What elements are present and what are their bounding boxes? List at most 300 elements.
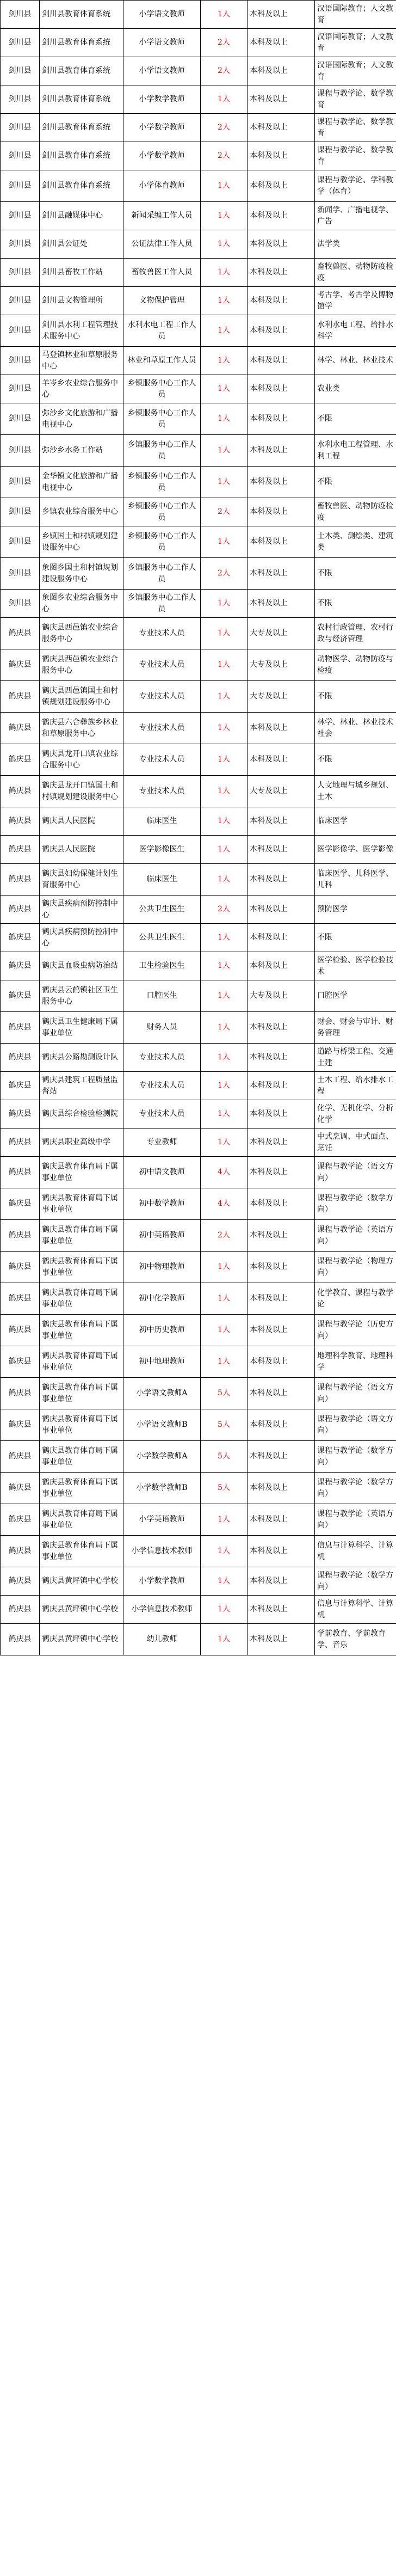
major-cell: 课程与教学论（语文方向） [315,1409,396,1441]
education-cell: 本科及以上 [247,1283,315,1315]
county-cell: 剑川县 [1,29,40,57]
quota-cell: 1人 [201,618,247,649]
unit-cell: 鹤庆县疾病预防控制中心 [40,896,123,924]
unit-cell: 剑川县教育体育系统 [40,142,123,170]
quota-cell: 1人 [201,864,247,896]
county-cell: 剑川县 [1,287,40,315]
county-cell: 鹤庆县 [1,1128,40,1157]
education-cell: 本科及以上 [247,170,315,202]
major-cell: 口腔医学 [315,980,396,1012]
position-cell: 初中地理教师 [123,1346,201,1378]
major-cell: 不限 [315,924,396,952]
education-cell: 本科及以上 [247,403,315,435]
education-cell: 本科及以上 [247,230,315,259]
county-cell: 鹤庆县 [1,1157,40,1188]
table-row [1,1624,396,1655]
unit-cell: 鹤庆县教育体育局下属事业单位 [40,1157,123,1188]
county-cell: 鹤庆县 [1,681,40,713]
education-cell: 本科及以上 [247,713,315,744]
major-cell: 不限 [315,744,396,776]
county-cell: 剑川县 [1,590,40,618]
major-cell: 医学检验、医学检验技术 [315,952,396,980]
education-cell: 本科及以上 [247,287,315,315]
table-row [1,1473,396,1504]
quota-cell: 1人 [201,649,247,681]
quota-cell: 5人 [201,1378,247,1409]
table-row [1,1409,396,1441]
quota-cell: 1人 [201,287,247,315]
education-cell: 大专及以上 [247,649,315,681]
education-cell: 本科及以上 [247,142,315,170]
quota-cell: 5人 [201,1441,247,1473]
county-cell: 鹤庆县 [1,744,40,776]
education-cell: 本科及以上 [247,526,315,558]
education-cell: 本科及以上 [247,1,315,29]
table-row [1,142,396,170]
position-cell: 初中历史教师 [123,1315,201,1346]
education-cell: 大专及以上 [247,980,315,1012]
unit-cell: 乡镇国土和村镇规划建设服务中心 [40,526,123,558]
county-cell: 鹤庆县 [1,1624,40,1655]
county-cell: 鹤庆县 [1,1315,40,1346]
position-cell: 初中语文教师 [123,1157,201,1188]
position-cell: 专业技术人员 [123,744,201,776]
major-cell: 学前教育、学前教育学、音乐 [315,1624,396,1655]
county-cell: 鹤庆县 [1,1441,40,1473]
table-row [1,287,396,315]
unit-cell: 剑川县公证处 [40,230,123,259]
table-row [1,1128,396,1157]
major-cell: 课程与教学论（物理方向） [315,1252,396,1283]
county-cell: 剑川县 [1,114,40,142]
quota-cell: 1人 [201,202,247,230]
position-cell: 林业和草原工作人员 [123,347,201,375]
table-row [1,980,396,1012]
unit-cell: 鹤庆县云鹤镇社区卫生服务中心 [40,980,123,1012]
position-cell: 专业技术人员 [123,713,201,744]
unit-cell: 鹤庆县龙开口镇国土和村镇规划建设服务中心 [40,776,123,807]
position-cell: 小学语文教师A [123,1378,201,1409]
quota-cell: 1人 [201,1100,247,1128]
position-cell: 小学数学教师 [123,142,201,170]
position-cell: 小学数学教师 [123,114,201,142]
county-cell: 剑川县 [1,558,40,590]
quota-cell: 1人 [201,980,247,1012]
quota-cell: 1人 [201,1504,247,1536]
county-cell: 剑川县 [1,57,40,85]
education-cell: 本科及以上 [247,467,315,498]
major-cell: 畜牧兽医、动物防疫检疫 [315,259,396,287]
table-row [1,29,396,57]
county-cell: 剑川县 [1,202,40,230]
position-cell: 财务人员 [123,1012,201,1044]
education-cell: 本科及以上 [247,1473,315,1504]
unit-cell: 鹤庆县疾病预防控制中心 [40,924,123,952]
unit-cell: 鹤庆县教育体育局下属事业单位 [40,1504,123,1536]
unit-cell: 鹤庆县龙开口镇农业综合服务中心 [40,744,123,776]
major-cell: 课程与教学论（数学方向） [315,1567,396,1596]
table-row [1,57,396,85]
position-cell: 乡镇服务中心工作人员 [123,375,201,403]
unit-cell: 剑川县融媒体中心 [40,202,123,230]
major-cell: 汉语国际教育；人文教育 [315,57,396,85]
education-cell: 本科及以上 [247,744,315,776]
unit-cell: 剑川县畜牧工作站 [40,259,123,287]
table-row [1,1188,396,1220]
major-cell: 不限 [315,467,396,498]
education-cell: 大专及以上 [247,681,315,713]
major-cell: 课程与教学论（数学方向） [315,1441,396,1473]
table-row [1,1252,396,1283]
quota-cell: 1人 [201,1315,247,1346]
major-cell: 临床医学、儿科医学、儿科 [315,864,396,896]
table-row [1,467,396,498]
education-cell: 本科及以上 [247,836,315,864]
education-cell: 本科及以上 [247,558,315,590]
major-cell: 法学类 [315,230,396,259]
position-cell: 小学语文教师 [123,57,201,85]
unit-cell: 鹤庆县西邑镇国土和村镇规划建设服务中心 [40,681,123,713]
education-cell: 本科及以上 [247,1044,315,1072]
quota-cell: 1人 [201,1012,247,1044]
table-row [1,776,396,807]
unit-cell: 马登镇林业和草原服务中心 [40,347,123,375]
unit-cell: 羊岑乡农业综合服务中心 [40,375,123,403]
table-row [1,375,396,403]
position-cell: 专业技术人员 [123,776,201,807]
county-cell: 鹤庆县 [1,1409,40,1441]
quota-cell: 2人 [201,142,247,170]
position-cell: 小学数学教师A [123,1441,201,1473]
major-cell: 课程与教学论（历史方向） [315,1315,396,1346]
unit-cell: 鹤庆县教育体育局下属事业单位 [40,1441,123,1473]
position-cell: 公共卫生医生 [123,924,201,952]
position-cell: 公证法律工作人员 [123,230,201,259]
quota-cell: 2人 [201,558,247,590]
table-row [1,526,396,558]
education-cell: 本科及以上 [247,114,315,142]
unit-cell: 鹤庆县综合检验检测院 [40,1100,123,1128]
county-cell: 剑川县 [1,85,40,114]
education-cell: 本科及以上 [247,1596,315,1624]
table-row [1,558,396,590]
county-cell: 剑川县 [1,1,40,29]
unit-cell: 剑川县教育体育系统 [40,114,123,142]
education-cell: 本科及以上 [247,259,315,287]
major-cell: 财会、财会与审计、财务管理 [315,1012,396,1044]
unit-cell: 象图乡国土和村镇规划建设服务中心 [40,558,123,590]
quota-cell: 1人 [201,807,247,836]
table-row [1,744,396,776]
unit-cell: 鹤庆县教育体育局下属事业单位 [40,1283,123,1315]
quota-cell: 1人 [201,1596,247,1624]
table-row [1,1157,396,1188]
quota-cell: 5人 [201,1409,247,1441]
education-cell: 本科及以上 [247,807,315,836]
unit-cell: 弥沙乡水务工作站 [40,435,123,467]
education-cell: 本科及以上 [247,1441,315,1473]
education-cell: 本科及以上 [247,1072,315,1100]
county-cell: 鹤庆县 [1,952,40,980]
education-cell: 本科及以上 [247,57,315,85]
unit-cell: 象图乡农业综合服务中心 [40,590,123,618]
county-cell: 鹤庆县 [1,807,40,836]
position-cell: 新闻采编工作人员 [123,202,201,230]
table-row [1,590,396,618]
table-row [1,618,396,649]
major-cell: 人文地理与城乡规划、土木 [315,776,396,807]
position-cell: 专业教师 [123,1128,201,1157]
education-cell: 本科及以上 [247,1188,315,1220]
unit-cell: 剑川县教育体育系统 [40,29,123,57]
major-cell: 水利水电工程、给排水科学 [315,315,396,347]
unit-cell: 鹤庆县黄坪镇中心学校 [40,1567,123,1596]
position-cell: 专业技术人员 [123,1044,201,1072]
education-cell: 本科及以上 [247,435,315,467]
position-cell: 乡镇服务中心工作人员 [123,498,201,526]
education-cell: 本科及以上 [247,924,315,952]
quota-cell: 1人 [201,1252,247,1283]
county-cell: 鹤庆县 [1,1283,40,1315]
county-cell: 鹤庆县 [1,1100,40,1128]
table-row [1,1072,396,1100]
major-cell: 化学、无机化学、分析化学 [315,1100,396,1128]
unit-cell: 乡镇农业综合服务中心 [40,498,123,526]
position-cell: 乡镇服务中心工作人员 [123,526,201,558]
unit-cell: 鹤庆县教育体育局下属事业单位 [40,1409,123,1441]
education-cell: 本科及以上 [247,498,315,526]
position-cell: 小学体育教师 [123,170,201,202]
table-row [1,896,396,924]
unit-cell: 鹤庆县公路勘测设计队 [40,1044,123,1072]
major-cell: 预防医学 [315,896,396,924]
position-cell: 小学语文教师B [123,1409,201,1441]
quota-cell: 1人 [201,1072,247,1100]
unit-cell: 鹤庆县黄坪镇中心学校 [40,1624,123,1655]
table-row [1,924,396,952]
position-cell: 畜牧兽医工作人员 [123,259,201,287]
county-cell: 剑川县 [1,315,40,347]
table-row [1,864,396,896]
position-cell: 小学语文教师 [123,1,201,29]
position-cell: 临床医生 [123,864,201,896]
major-cell: 地理科学教育、地理科学 [315,1346,396,1378]
position-cell: 初中化学教师 [123,1283,201,1315]
education-cell: 本科及以上 [247,1252,315,1283]
education-cell: 本科及以上 [247,1409,315,1441]
unit-cell: 弥沙乡文化旅游和广播电视中心 [40,403,123,435]
county-cell: 剑川县 [1,526,40,558]
education-cell: 本科及以上 [247,375,315,403]
unit-cell: 鹤庆县教育体育局下属事业单位 [40,1188,123,1220]
quota-cell: 1人 [201,259,247,287]
county-cell: 鹤庆县 [1,1188,40,1220]
education-cell: 本科及以上 [247,952,315,980]
major-cell: 课程与教学论（英语方向） [315,1220,396,1252]
position-cell: 水利水电工程工作人员 [123,315,201,347]
position-cell: 临床医生 [123,807,201,836]
position-cell: 医学影像医生 [123,836,201,864]
county-cell: 鹤庆县 [1,1567,40,1596]
position-cell: 卫生检验医生 [123,952,201,980]
table-row [1,1315,396,1346]
major-cell: 临床医学 [315,807,396,836]
county-cell: 鹤庆县 [1,924,40,952]
table-row [1,1346,396,1378]
county-cell: 剑川县 [1,259,40,287]
unit-cell: 鹤庆县教育体育局下属事业单位 [40,1220,123,1252]
quota-cell: 1人 [201,590,247,618]
education-cell: 本科及以上 [247,1157,315,1188]
county-cell: 鹤庆县 [1,864,40,896]
education-cell: 本科及以上 [247,590,315,618]
position-cell: 文物保护管理 [123,287,201,315]
major-cell: 新闻学、广播电视学、广告 [315,202,396,230]
major-cell: 土木类、测绘类、建筑类 [315,526,396,558]
major-cell: 不限 [315,403,396,435]
education-cell: 本科及以上 [247,85,315,114]
quota-cell: 1人 [201,924,247,952]
major-cell: 中式烹调、中式面点、烹饪 [315,1128,396,1157]
county-cell: 鹤庆县 [1,1346,40,1378]
county-cell: 剑川县 [1,403,40,435]
education-cell: 大专及以上 [247,776,315,807]
major-cell: 土木工程、给水排水工程 [315,1072,396,1100]
major-cell: 水利水电工程管理、水利工程 [315,435,396,467]
unit-cell: 鹤庆县卫生健康局下属事业单位 [40,1012,123,1044]
position-cell: 小学英语教师 [123,1504,201,1536]
major-cell: 课程与教学论、数学教育 [315,142,396,170]
major-cell: 汉语国际教育；人文教育 [315,1,396,29]
position-cell: 专业技术人员 [123,1072,201,1100]
table-row [1,230,396,259]
major-cell: 农村行政管理、农村行政与经济管理 [315,618,396,649]
education-cell: 本科及以上 [247,1220,315,1252]
education-cell: 本科及以上 [247,864,315,896]
education-cell: 本科及以上 [247,202,315,230]
position-cell: 专业技术人员 [123,1100,201,1128]
position-cell: 初中英语教师 [123,1220,201,1252]
county-cell: 鹤庆县 [1,1473,40,1504]
major-cell: 不限 [315,558,396,590]
position-cell: 小学信息技术教师 [123,1596,201,1624]
county-cell: 鹤庆县 [1,1378,40,1409]
major-cell: 课程与教学论（数学方向） [315,1473,396,1504]
county-cell: 鹤庆县 [1,1596,40,1624]
position-cell: 初中数学教师 [123,1188,201,1220]
table-row [1,114,396,142]
table-row [1,807,396,836]
county-cell: 剑川县 [1,347,40,375]
table-row [1,259,396,287]
quota-cell: 2人 [201,114,247,142]
education-cell: 本科及以上 [247,347,315,375]
county-cell: 剑川县 [1,467,40,498]
quota-cell: 2人 [201,896,247,924]
table-row [1,498,396,526]
unit-cell: 鹤庆县妇幼保健计划生育服务中心 [40,864,123,896]
table-row [1,1536,396,1567]
unit-cell: 鹤庆县血吸虫病防治站 [40,952,123,980]
major-cell: 课程与教学论（英语方向） [315,1504,396,1536]
table-row [1,1012,396,1044]
major-cell: 课程与教学论、学科教学（体育） [315,170,396,202]
unit-cell: 鹤庆县教育体育局下属事业单位 [40,1252,123,1283]
county-cell: 鹤庆县 [1,1012,40,1044]
table-row [1,681,396,713]
table-row [1,836,396,864]
county-cell: 鹤庆县 [1,1220,40,1252]
major-cell: 农业类 [315,375,396,403]
unit-cell: 鹤庆县西邑镇农业综合服务中心 [40,649,123,681]
major-cell: 医学影像学、医学影像 [315,836,396,864]
quota-cell: 2人 [201,29,247,57]
position-cell: 专业技术人员 [123,681,201,713]
unit-cell: 鹤庆县黄坪镇中心学校 [40,1596,123,1624]
table-row [1,713,396,744]
education-cell: 本科及以上 [247,1567,315,1596]
major-cell: 考古学、考古学及博物馆学 [315,287,396,315]
position-cell: 乡镇服务中心工作人员 [123,403,201,435]
county-cell: 鹤庆县 [1,1252,40,1283]
quota-cell: 1人 [201,403,247,435]
quota-cell: 1人 [201,952,247,980]
table-row [1,170,396,202]
table-row [1,952,396,980]
position-cell: 专业技术人员 [123,649,201,681]
position-cell: 小学信息技术教师 [123,1536,201,1567]
quota-cell: 4人 [201,1157,247,1188]
major-cell: 信息与计算科学、计算机 [315,1596,396,1624]
quota-cell: 5人 [201,1473,247,1504]
major-cell: 课程与教学论（数学方向） [315,1188,396,1220]
position-cell: 小学语文教师 [123,29,201,57]
quota-cell: 1人 [201,1128,247,1157]
major-cell: 课程与教学论（语文方向） [315,1378,396,1409]
quota-cell: 1人 [201,467,247,498]
table-row [1,1283,396,1315]
education-cell: 本科及以上 [247,1346,315,1378]
unit-cell: 剑川县教育体育系统 [40,170,123,202]
county-cell: 剑川县 [1,435,40,467]
position-cell: 乡镇服务中心工作人员 [123,467,201,498]
education-cell: 本科及以上 [247,1504,315,1536]
quota-cell: 1人 [201,776,247,807]
quota-cell: 1人 [201,1044,247,1072]
county-cell: 鹤庆县 [1,713,40,744]
position-cell: 公共卫生医生 [123,896,201,924]
table-row [1,1378,396,1409]
education-cell: 大专及以上 [247,618,315,649]
table-row [1,403,396,435]
quota-cell: 1人 [201,1567,247,1596]
major-cell: 动物医学、动物防疫与检疫 [315,649,396,681]
quota-cell: 1人 [201,1536,247,1567]
table-row [1,1504,396,1536]
unit-cell: 剑川县教育体育系统 [40,57,123,85]
major-cell: 信息与计算科学、计算机 [315,1536,396,1567]
table-row [1,1441,396,1473]
major-cell: 化学教育、课程与教学论 [315,1283,396,1315]
position-cell: 专业技术人员 [123,618,201,649]
county-cell: 鹤庆县 [1,1504,40,1536]
county-cell: 剑川县 [1,498,40,526]
quota-cell: 2人 [201,1220,247,1252]
position-cell: 口腔医生 [123,980,201,1012]
county-cell: 鹤庆县 [1,618,40,649]
county-cell: 鹤庆县 [1,649,40,681]
county-cell: 鹤庆县 [1,896,40,924]
